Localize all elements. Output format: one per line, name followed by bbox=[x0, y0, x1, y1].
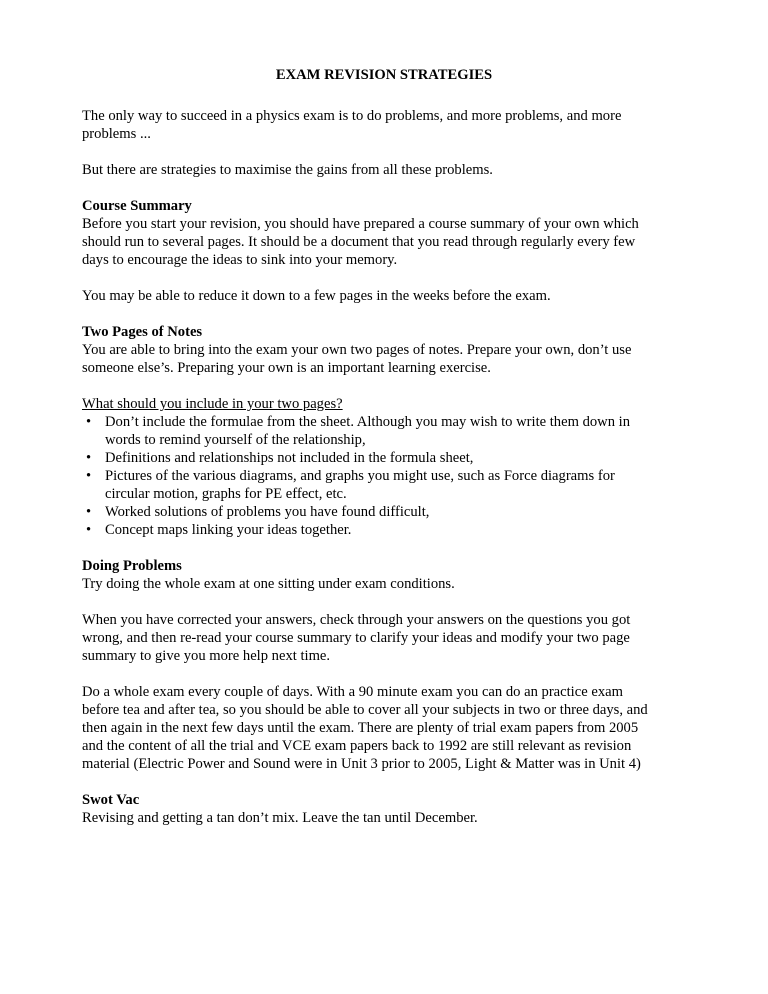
bullet-icon: • bbox=[86, 522, 92, 538]
doing-problems-heading: Doing Problems bbox=[82, 558, 182, 574]
course-summary-heading: Course Summary bbox=[82, 198, 192, 214]
bullet-2-line-1: Definitions and relationships not included in the formula sheet, bbox=[105, 450, 474, 466]
doing-problems-line: Try doing the whole exam at one sitting under exam conditions. bbox=[82, 576, 455, 592]
doing-problems-para2-line-5: material (Electric Power and Sound were in Unit 3 prior to 2005, Light & Matter was in Unit 4) bbox=[82, 756, 641, 772]
intro-line-2: problems ... bbox=[82, 126, 151, 142]
doing-problems-para2-line-2: before tea and after tea, so you should be able to cover all your subjects in two or three days, and bbox=[82, 702, 648, 718]
bullet-5-line-1: Concept maps linking your ideas together. bbox=[105, 522, 352, 538]
bullet-4-line-1: Worked solutions of problems you have found difficult, bbox=[105, 504, 430, 520]
doing-problems-para2-line-4: and the content of all the trial and VCE exam papers back to 1992 are still relevant as revision bbox=[82, 738, 632, 754]
bullet-icon: • bbox=[86, 414, 92, 430]
strategies-line: But there are strategies to maximise the gains from all these problems. bbox=[82, 162, 493, 178]
doing-problems-para2-line-1: Do a whole exam every couple of days. With a 90 minute exam you can do an practice exam bbox=[82, 684, 623, 700]
two-pages-line-1: You are able to bring into the exam your own two pages of notes. Prepare your own, don’t use bbox=[82, 342, 632, 358]
bullet-3-line-1: Pictures of the various diagrams, and graphs you might use, such as Force diagrams for bbox=[105, 468, 615, 484]
document-title: EXAM REVISION STRATEGIES bbox=[275, 67, 493, 83]
bullet-icon: • bbox=[86, 450, 92, 466]
intro-line-1: The only way to succeed in a physics exam is to do problems, and more problems, and more bbox=[82, 108, 622, 124]
swot-vac-line: Revising and getting a tan don’t mix. Leave the tan until December. bbox=[82, 810, 478, 826]
doing-problems-para1-line-1: When you have corrected your answers, check through your answers on the questions you got bbox=[82, 612, 631, 628]
doing-problems-para2-line-3: then again in the next few days until the exam. There are plenty of trial exam papers from 2005 bbox=[82, 720, 639, 736]
bullet-1-line-2: words to remind yourself of the relationship, bbox=[105, 432, 366, 448]
bullet-icon: • bbox=[86, 468, 92, 484]
two-pages-heading: Two Pages of Notes bbox=[82, 324, 203, 340]
bullet-1-line-1: Don’t include the formulae from the sheet. Although you may wish to write them down in bbox=[105, 414, 631, 430]
swot-vac-heading: Swot Vac bbox=[82, 792, 140, 808]
doing-problems-para1-line-2: wrong, and then re-read your course summary to clarify your ideas and modify your two page bbox=[82, 630, 630, 646]
course-summary-line-1: Before you start your revision, you should have prepared a course summary of your own which bbox=[82, 216, 639, 232]
bullet-3-line-2: circular motion, graphs for PE effect, etc. bbox=[105, 486, 347, 502]
doing-problems-para1-line-3: summary to give you more help next time. bbox=[82, 648, 331, 664]
course-summary-extra: You may be able to reduce it down to a few pages in the weeks before the exam. bbox=[82, 288, 551, 304]
two-pages-question: What should you include in your two pages? bbox=[82, 396, 343, 412]
bullet-icon: • bbox=[86, 504, 92, 520]
course-summary-line-2: should run to several pages. It should be a document that you read through regularly every few bbox=[82, 234, 636, 250]
two-pages-line-2: someone else’s. Preparing your own is an important learning exercise. bbox=[82, 360, 491, 376]
course-summary-line-3: days to encourage the ideas to sink into your memory. bbox=[82, 252, 398, 268]
